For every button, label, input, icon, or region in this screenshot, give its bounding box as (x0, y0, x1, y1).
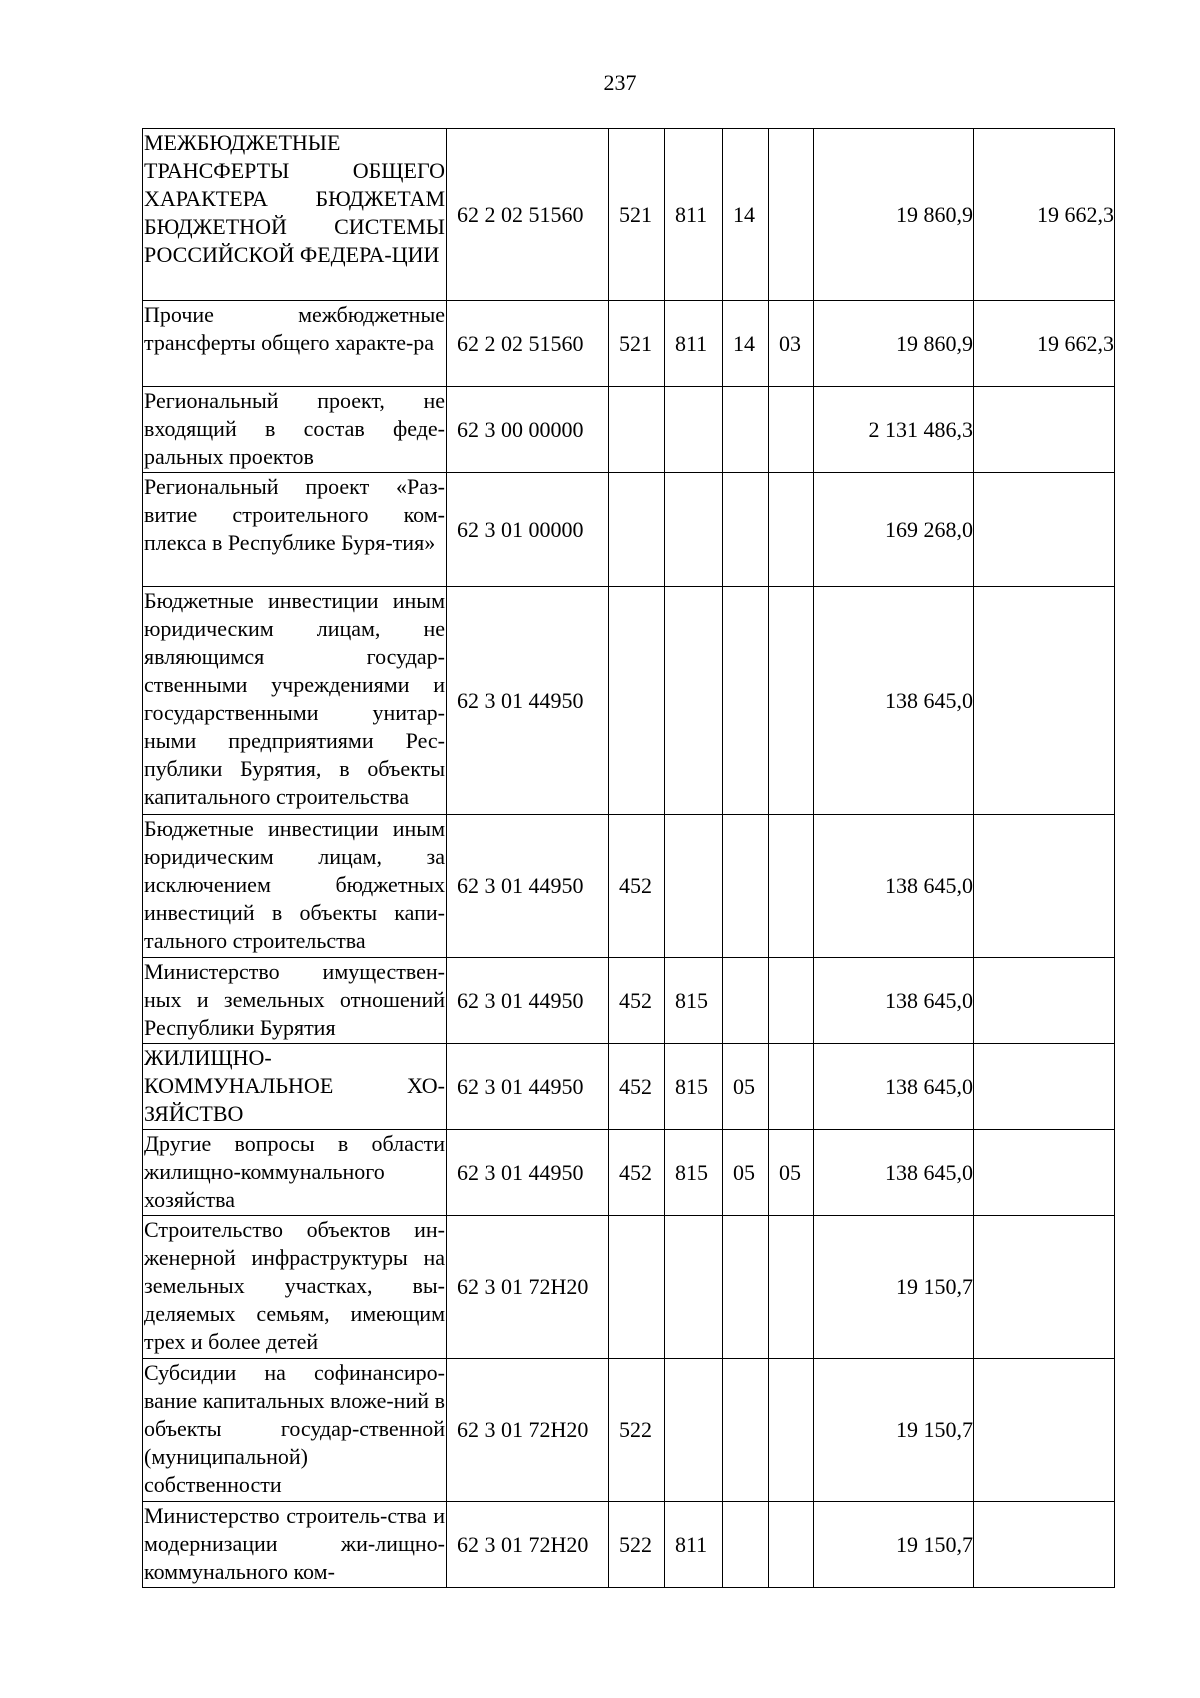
budget-table (142, 128, 1115, 1588)
sum-1: 19 860,9 (814, 129, 974, 301)
row-name: Другие вопросы в области жилищно-коммунального хозяйства (143, 1130, 447, 1216)
sum-1: 19 150,7 (814, 1502, 974, 1588)
page-number: 237 (603, 70, 637, 95)
rz-code: 14 (723, 129, 769, 301)
grbs-code: 811 (665, 129, 723, 301)
pr-code (769, 387, 814, 473)
rz-code (723, 815, 769, 958)
csr-code: 62 3 01 44950 (447, 1130, 609, 1216)
pr-code: 05 (769, 1130, 814, 1216)
pr-code (769, 1216, 814, 1359)
table-row (143, 1044, 1115, 1130)
rz-code (723, 587, 769, 815)
grbs-code: 811 (665, 1502, 723, 1588)
grbs-code (665, 387, 723, 473)
csr-code: 62 2 02 51560 (447, 129, 609, 301)
csr-code: 62 3 01 44950 (447, 587, 609, 815)
row-name: Министерство строитель-ства и модернизации жи-лищно-коммунального ком- (143, 1502, 447, 1588)
pr-code (769, 473, 814, 587)
rz-code (723, 387, 769, 473)
rz-code: 05 (723, 1130, 769, 1216)
rz-code: 14 (723, 301, 769, 387)
csr-code: 62 3 01 44950 (447, 958, 609, 1044)
vr-code: 522 (609, 1359, 665, 1502)
sum-2 (974, 1502, 1115, 1588)
rz-code: 05 (723, 1044, 769, 1130)
vr-code: 521 (609, 301, 665, 387)
pr-code (769, 1502, 814, 1588)
vr-code (609, 1216, 665, 1359)
vr-code: 452 (609, 958, 665, 1044)
sum-1: 138 645,0 (814, 958, 974, 1044)
vr-code: 521 (609, 129, 665, 301)
pr-code (769, 958, 814, 1044)
pr-code (769, 587, 814, 815)
table-row (143, 387, 1115, 473)
sum-1: 138 645,0 (814, 815, 974, 958)
sum-2 (974, 815, 1115, 958)
sum-1: 169 268,0 (814, 473, 974, 587)
sum-2 (974, 1216, 1115, 1359)
row-name: Региональный проект «Раз-витие строительного ком-плекса в Республике Буря-тия» (143, 473, 447, 587)
sum-1: 19 860,9 (814, 301, 974, 387)
row-name: Региональный проект, не входящий в состав феде-ральных проектов (143, 387, 447, 473)
table-row (143, 473, 1115, 587)
rz-code (723, 958, 769, 1044)
row-name: ЖИЛИЩНО-КОММУНАЛЬНОЕ ХО-ЗЯЙСТВО (143, 1044, 447, 1130)
csr-code: 62 3 01 44950 (447, 1044, 609, 1130)
row-name: Строительство объектов ин-женерной инфраструктуры на земельных участках, вы-деляемых семьям, имеющим трех и более детей (143, 1216, 447, 1359)
vr-code: 522 (609, 1502, 665, 1588)
row-name: Субсидии на софинансиро-вание капитальных вложе-ний в объекты государ-ственной (муниципальной) собственности (143, 1359, 447, 1502)
csr-code: 62 3 00 00000 (447, 387, 609, 473)
grbs-code: 815 (665, 958, 723, 1044)
table-row (143, 129, 1115, 301)
sum-2 (974, 387, 1115, 473)
table-row (143, 1359, 1115, 1502)
sum-2: 19 662,3 (974, 301, 1115, 387)
vr-code (609, 387, 665, 473)
sum-2 (974, 958, 1115, 1044)
table-row (143, 1130, 1115, 1216)
grbs-code (665, 473, 723, 587)
sum-2 (974, 1130, 1115, 1216)
vr-code: 452 (609, 815, 665, 958)
csr-code: 62 3 01 72Н20 (447, 1216, 609, 1359)
vr-code (609, 587, 665, 815)
rz-code (723, 1359, 769, 1502)
grbs-code: 815 (665, 1130, 723, 1216)
rz-code (723, 1216, 769, 1359)
sum-2: 19 662,3 (974, 129, 1115, 301)
csr-code: 62 3 01 00000 (447, 473, 609, 587)
table-row (143, 587, 1115, 815)
sum-2 (974, 1044, 1115, 1130)
row-name: Бюджетные инвестиции иным юридическим лицам, не являющимся государ-ственными учреждениями и государственными унитар-ными предприятиями Рес-публики Бурятия, в объекты капитального строительства (143, 587, 447, 815)
sum-1: 19 150,7 (814, 1359, 974, 1502)
row-name: Прочие межбюджетные трансферты общего характе-ра (143, 301, 447, 387)
pr-code: 03 (769, 301, 814, 387)
table-row (143, 815, 1115, 958)
row-name: Министерство имуществен-ных и земельных отношений Республики Бурятия (143, 958, 447, 1044)
table-row (143, 958, 1115, 1044)
table-row (143, 301, 1115, 387)
sum-1: 138 645,0 (814, 1044, 974, 1130)
row-name: МЕЖБЮДЖЕТНЫЕ ТРАНСФЕРТЫ ОБЩЕГО ХАРАКТЕРА БЮДЖЕТАМ БЮДЖЕТНОЙ СИСТЕМЫ РОССИЙСКОЙ ФЕДЕРА-ЦИИ (143, 129, 447, 301)
pr-code (769, 1044, 814, 1130)
vr-code (609, 473, 665, 587)
sum-1: 138 645,0 (814, 1130, 974, 1216)
csr-code: 62 3 01 72Н20 (447, 1359, 609, 1502)
sum-2 (974, 587, 1115, 815)
sum-1: 2 131 486,3 (814, 387, 974, 473)
grbs-code: 811 (665, 301, 723, 387)
grbs-code (665, 815, 723, 958)
vr-code: 452 (609, 1044, 665, 1130)
table-row (143, 1216, 1115, 1359)
table-row (143, 1502, 1115, 1588)
rz-code (723, 1502, 769, 1588)
grbs-code (665, 1216, 723, 1359)
pr-code (769, 129, 814, 301)
sum-2 (974, 473, 1115, 587)
vr-code: 452 (609, 1130, 665, 1216)
csr-code: 62 2 02 51560 (447, 301, 609, 387)
grbs-code: 815 (665, 1044, 723, 1130)
rz-code (723, 473, 769, 587)
pr-code (769, 1359, 814, 1502)
grbs-code (665, 587, 723, 815)
table-body (143, 129, 1115, 1588)
csr-code: 62 3 01 44950 (447, 815, 609, 958)
pr-code (769, 815, 814, 958)
grbs-code (665, 1359, 723, 1502)
csr-code: 62 3 01 72Н20 (447, 1502, 609, 1588)
sum-2 (974, 1359, 1115, 1502)
sum-1: 19 150,7 (814, 1216, 974, 1359)
row-name: Бюджетные инвестиции иным юридическим лицам, за исключением бюджетных инвестиций в объекты капи-тального строительства (143, 815, 447, 958)
sum-1: 138 645,0 (814, 587, 974, 815)
